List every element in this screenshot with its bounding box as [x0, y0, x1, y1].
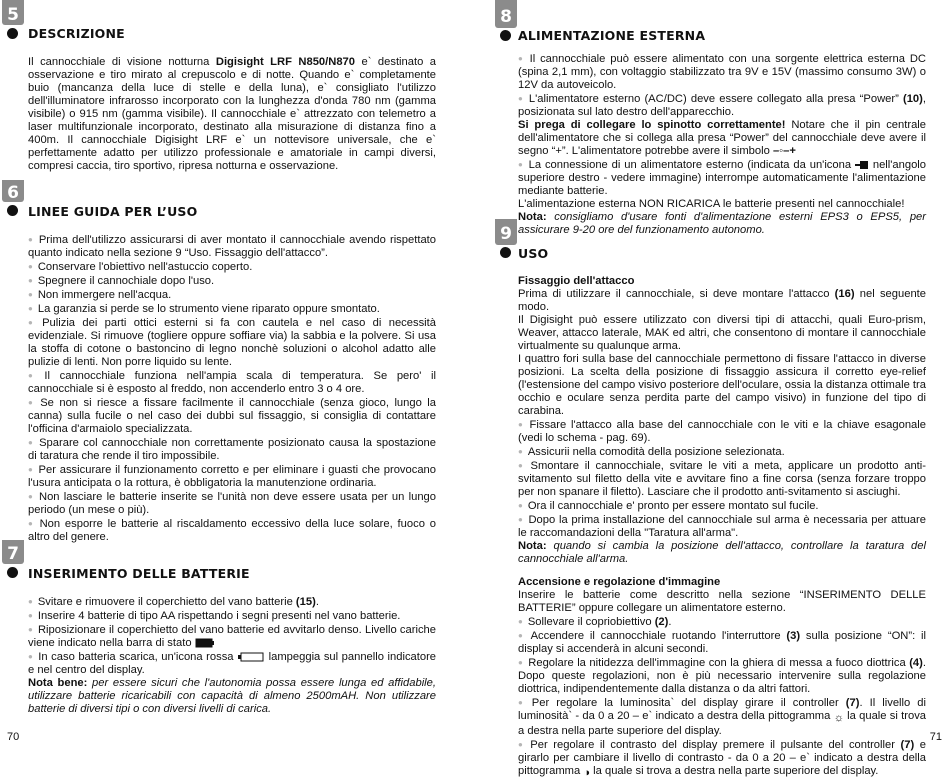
linee-guida-list: [28, 233, 436, 544]
list-item: ● Riposizionare il coperchietto del vano batterie ed avvitarlo denso. Livello cariche viene indicato nella barra di stato: [28, 623, 436, 650]
contrast-icon: ◑: [583, 767, 591, 779]
paragraph: I quattro fori sulla base del cannocchiale permettono di fissare l'attacco in diverse posizioni. La scelta della posizione di fissaggio assicura il corretto eye-relief (l'estensione del campo visivo posteriore dell'oculare, ossia la distanza ottimale tra occhio e oculare senza perdita parte del campo visivo) in funzione del tipo di carabina.: [518, 353, 926, 417]
section-dot-icon: [7, 205, 18, 216]
section-dot-icon: [7, 28, 18, 39]
battery-full-icon: [195, 638, 215, 648]
power-plug-icon: [855, 160, 869, 170]
list-item: ● Regolare la nitidezza dell'immagine con la ghiera di messa a fuoco diottrica (4). Dopo queste regolazioni, non è più necessario intervenire sulla regolazione diottrica, indipendentemente dalla distanza o da altri fattori.: [518, 656, 926, 696]
section-title: ALIMENTAZIONE ESTERNA: [518, 28, 706, 43]
section-number: 9: [500, 224, 512, 244]
warning-text: Si prega di collegare lo spinotto correttamente! Notare che il pin centrale dell'alimentatore che si collega alla presa “Power” del cannocchiale deve avere il segno “+”. L'alimentatore potrebbe avere il simbolo –◦–+: [518, 119, 927, 157]
list-item: ● Se non si riesce a fissare facilmente il cannocchiale (senza gioco, lungo la canna) sulla fucile o nel caso dei dubbi sul fissaggio, si consiglia di contattare l'officina d'armaiolo specializzata.: [28, 396, 436, 436]
paragraph: Il Digisight può essere utilizzato con diversi tipi di attacchi, quali Euro-prism, Weaver, attacco laterale, MAK ed altri, che consentono di montare il cannocchiale virtualmente su qualunque arma.: [518, 314, 926, 352]
list-item: ● L'alimentatore esterno (AC/DC) deve essere collegato alla presa “Power” (10), posizionata sul lato destro dell'apparecchio.: [518, 92, 926, 119]
list-item: ● Dopo la prima installazione del cannocchiale sul arma è necessaria per attuare le raccomandazioni della "Taratura all'arma".: [518, 513, 926, 540]
list-item: ● Inserire 4 batterie di tipo AA rispettando i segni presenti nel vano batterie.: [28, 609, 436, 623]
uso-text: [518, 275, 926, 780]
list-item: ● Il cannocchiale può essere alimentato con una sorgente elettrica esterna DC (spina 2,1 mm), con voltaggio stabilizzato tra 9V e 15V (massimo consumo 3W) o 12V da autoveicolo.: [518, 52, 926, 92]
list-item: ● Svitare e rimuovere il coperchietto del vano batterie (15).: [28, 595, 436, 609]
list-item: ● In caso batteria scarica, un'icona rossa lampeggia sul pannello indicatore e nel centro del display.: [28, 650, 436, 677]
paragraph: Inserire le batterie come descritto nella sezione “INSERIMENTO DELLE BATTERIE” oppure collegare un alimentatore esterno.: [518, 589, 926, 614]
section-number: 5: [7, 5, 19, 25]
section-number: 7: [7, 544, 19, 564]
list-item: ● La garanzia si perde se lo strumento viene riparato oppure smontato.: [28, 302, 436, 316]
descrizione-text: Il cannocchiale di visione notturna Digisight LRF N850/N870 e` destinato a osservazione e tiro mirato al crepuscolo e di notte. Quando e` completamente buio (mancanza della luce di stelle e della luna), e` consigliato l'utilizzo dell'illuminatore infrarosso incorporato con la lunghezza d'onda 780 nm (gamma visibile) o 915 nm (gamma visibile). Il cannocchiale e` attrezzato con telemetro a laser multifunzionale incorporato, destinato alla misurazione di distanza fino a 400m. Il cannocchiale Digisight LRF e` un nottevisore universale, che e` perfettamente adatto per utilizzo professionale e amatoriale in campi diversi, compresi caccia, tiro sportivo, ripresa notturna e osservazione.: [28, 56, 437, 172]
list-item: ● Sparare col cannocchiale non correttamente posizionato causa la spostazione di taratura che rende il tiro impossibile.: [28, 436, 436, 463]
list-item: ● Fissare l'attacco alla base del cannocchiale con le viti e la chiave esagonale (vedi lo schema - pag. 69).: [518, 418, 926, 445]
section-title: LINEE GUIDA PER L’USO: [28, 204, 198, 219]
alimentazione-text: [518, 52, 926, 237]
list-item: ● Spegnere il cannochiale dopo l'uso.: [28, 274, 436, 288]
list-item: ● Non esporre le batterie al riscaldamento eccessivo della luce solare, fuoco o altro del genere.: [28, 517, 436, 544]
list-item: ● Per regolare la luminosita` del display girare il controller (7). Il livello di luminosità` - da 0 a 20 – e` indicato a destra della pittogramma ☼ la quale si trova a destra nella parte superiore del display.: [518, 696, 926, 738]
battery-empty-icon: [237, 652, 265, 662]
section-title: DESCRIZIONE: [28, 26, 125, 41]
list-item: ● Pulizia dei parti ottici esterni si fa con cautela e nel caso di necessità evidenziale. Si rimuove (togliere oppure soffiare via) la sabbia e la polvere. Si usa la stoffa di cotone o bastoncino di legno nonchè soluzioni o alcohol adatto alle pulizie di lenti. Non porre liquido su lente.: [28, 316, 436, 369]
list-item: ● Prima dell'utilizzo assicurarsi di aver montato il cannocchiale avendo rispettato quanto indicato nella sezione 9 “Uso. Fissaggio dell'attacco”.: [28, 233, 436, 260]
section-number: 8: [500, 7, 512, 27]
list-item: ● Smontare il cannocchiale, svitare le viti a meta, applicare un prodotto anti-svitamento sul filetto della vite e avvitare fino a fine corsa (senza forzare troppo per non spanare il filetto). Lasciare che il prodotto anti-svitamento si asciughi.: [518, 459, 926, 499]
nota: Nota: consigliamo d'usare fonti d'alimentazione esterni EPS3 o EPS5, per assicurare 9-20 ore del funzionamento autonomo.: [518, 211, 926, 236]
right-page: [475, 0, 950, 779]
list-item: ● Sollevare il copriobiettivo (2).: [518, 615, 926, 629]
nota-bene: Nota bene: per essere sicuri che l'autonomia possa essere lunga ed affidabile, utilizzare batterie ricaricabili con capacità di almeno 2500mAH. Non utilizzare batterie di diversi tipi o con diversi livelli di carica.: [28, 677, 436, 715]
paragraph: Prima di utilizzare il cannocchiale, si deve montare l'attacco (16) nel seguente modo.: [518, 288, 926, 313]
list-item: ● Per regolare il contrasto del display premere il pulsante del controller (7) e girarlo per cambiare il livello di contrasto - da 0 a 20 – e` indicato a destra della pittogramma ◑ la quale si trova a destra nella parte superiore del display.: [518, 738, 926, 780]
subheading: Accensione e regolazione d'immagine: [518, 576, 721, 588]
list-item: ● Assicurii nella comodità della posizione selezionata.: [518, 445, 926, 459]
section-dot-icon: [7, 567, 18, 578]
list-item: ● Non lasciare le batterie inserite se l'unità non deve essere usata per un lungo periodo (un mese o più).: [28, 490, 436, 517]
page-number: 70: [7, 731, 20, 743]
polarity-symbol: –◦–+: [772, 145, 796, 157]
brightness-icon: ☼: [833, 712, 844, 724]
list-item: ● Per assicurare il funzionamento corretto e per eliminare i guasti che provocano l'usura anticipata o la rottura, è obbligatoria la manutenzione ordinaria.: [28, 463, 436, 490]
list-item: ● Conservare l'obiettivo nell'astuccio coperto.: [28, 260, 436, 274]
page-number: 71: [929, 731, 942, 743]
warning-text: L'alimentazione esterna NON RICARICA le batterie presenti nel cannocchiale!: [518, 198, 905, 210]
subheading: Fissaggio dell'attacco: [518, 275, 635, 287]
list-item: ● Ora il cannocchiale e' pronto per essere montato sul fucile.: [518, 499, 926, 513]
list-item: ● La connessione di un alimentatore esterno (indicata da un'icona nell'angolo superiore destro - vedere immagine) interrompe automaticamente l'alimentazione mediante batterie.: [518, 158, 926, 198]
section-title: USO: [518, 246, 549, 261]
section-dot-icon: [500, 30, 511, 41]
nota: Nota: quando si cambia la posizione dell'attacco, controllare la taratura del cannocchiale all'arma.: [518, 540, 926, 565]
section-number: 6: [7, 183, 19, 203]
left-page: [0, 0, 475, 753]
batterie-list: [28, 595, 436, 716]
list-item: ● Il cannocchiale funziona nell'ampia scala di temperatura. Se pero' il cannocchiale si è esposto al freddo, non accenderlo entro 3 o 4 ore.: [28, 369, 436, 396]
section-title: INSERIMENTO DELLE BATTERIE: [28, 566, 250, 581]
section-dot-icon: [500, 247, 511, 258]
list-item: ● Non immergere nell'acqua.: [28, 288, 436, 302]
list-item: ● Accendere il cannocchiale ruotando l'interruttore (3) sulla posizione “ON”: il display si accenderà in alcuni secondi.: [518, 629, 926, 656]
